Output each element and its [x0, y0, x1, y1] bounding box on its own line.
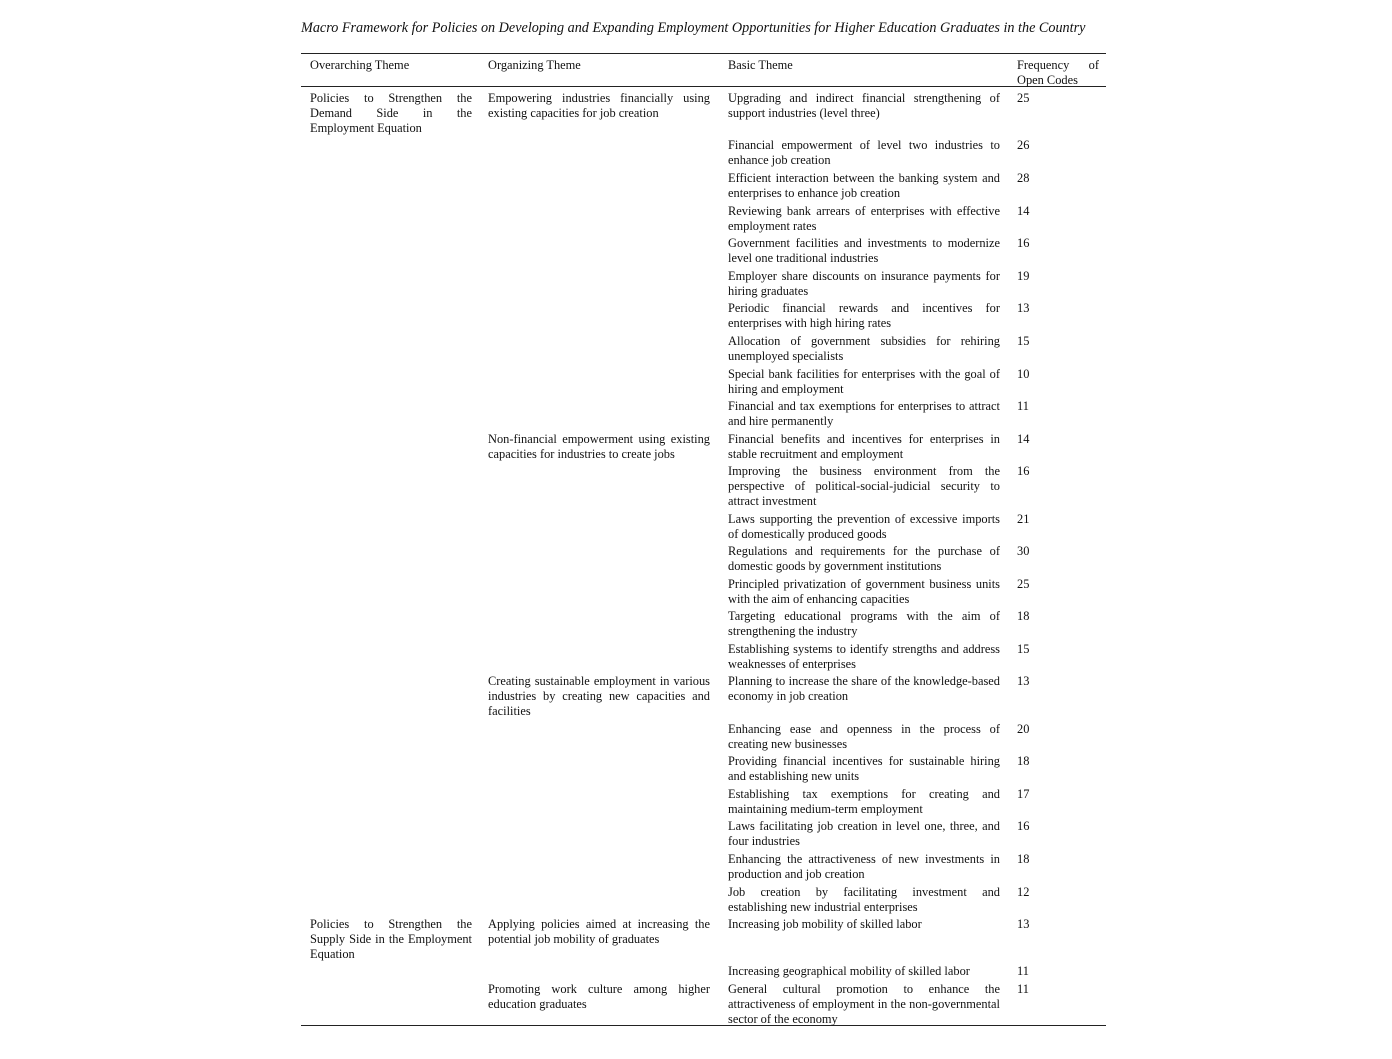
frequency-value: 15: [1017, 642, 1030, 656]
basic-theme: Enhancing ease and openness in the process of creating new businesses: [728, 722, 1000, 751]
frequency-value: 14: [1017, 432, 1030, 446]
organizing-theme-work-culture: Promoting work culture among higher education graduates: [488, 982, 710, 1011]
basic-theme: Reviewing bank arrears of enterprises with effective employment rates: [728, 204, 1000, 233]
basic-theme: Financial empowerment of level two industries to enhance job creation: [728, 138, 1000, 167]
overarching-theme-supply: Policies to Strengthen the Supply Side in the Employment Equation: [310, 917, 472, 961]
frequency-value: 16: [1017, 464, 1030, 478]
basic-theme: Establishing tax exemptions for creating and maintaining medium-term employment: [728, 787, 1000, 816]
frequency-value: 30: [1017, 544, 1030, 558]
frequency-value: 11: [1017, 982, 1029, 996]
basic-theme: Upgrading and indirect financial strengthening of support industries (level three): [728, 91, 1000, 120]
organizing-theme-financial: Empowering industries financially using existing capacities for job creation: [488, 91, 710, 120]
policy-table: [301, 53, 1106, 1026]
basic-theme: Laws facilitating job creation in level one, three, and four industries: [728, 819, 1000, 848]
basic-theme: Job creation by facilitating investment and establishing new industrial enterprises: [728, 885, 1000, 914]
basic-theme: Principled privatization of government business units with the aim of enhancing capacities: [728, 577, 1000, 606]
frequency-value: 14: [1017, 204, 1030, 218]
frequency-value: 18: [1017, 609, 1030, 623]
basic-theme: Targeting educational programs with the aim of strengthening the industry: [728, 609, 1000, 638]
basic-theme: Financial and tax exemptions for enterprises to attract and hire permanently: [728, 399, 1000, 428]
basic-theme: Government facilities and investments to modernize level one traditional industries: [728, 236, 1000, 265]
frequency-value: 10: [1017, 367, 1030, 381]
overarching-theme-demand: Policies to Strengthen the Demand Side in the Employment Equation: [310, 91, 472, 135]
basic-theme: Planning to increase the share of the knowledge-based economy in job creation: [728, 674, 1000, 703]
header-frequency: Frequency of Open Codes: [1017, 58, 1099, 87]
frequency-value: 25: [1017, 91, 1030, 105]
frequency-value: 13: [1017, 917, 1030, 931]
header-organizing-theme: Organizing Theme: [488, 58, 581, 72]
basic-theme: General cultural promotion to enhance the attractiveness of employment in the non-governmental sector of the economy: [728, 982, 1000, 1026]
basic-theme: Financial benefits and incentives for enterprises in stable recruitment and employment: [728, 432, 1000, 461]
basic-theme: Improving the business environment from the perspective of political-social-judicial security to attract investment: [728, 464, 1000, 508]
basic-theme: Efficient interaction between the banking system and enterprises to enhance job creation: [728, 171, 1000, 200]
frequency-value: 13: [1017, 674, 1030, 688]
frequency-value: 28: [1017, 171, 1030, 185]
basic-theme: Establishing systems to identify strengths and address weaknesses of enterprises: [728, 642, 1000, 671]
organizing-theme-mobility: Applying policies aimed at increasing the potential job mobility of graduates: [488, 917, 710, 946]
basic-theme: Regulations and requirements for the purchase of domestic goods by government institutions: [728, 544, 1000, 573]
frequency-value: 20: [1017, 722, 1030, 736]
frequency-value: 11: [1017, 964, 1029, 978]
frequency-value: 18: [1017, 754, 1030, 768]
header-overarching-theme: Overarching Theme: [310, 58, 410, 72]
organizing-theme-sustainable: Creating sustainable employment in various industries by creating new capacities and facilities: [488, 674, 710, 718]
basic-theme: Laws supporting the prevention of excessive imports of domestically produced goods: [728, 512, 1000, 541]
table-header-row: [301, 54, 1106, 87]
frequency-value: 15: [1017, 334, 1030, 348]
frequency-value: 12: [1017, 885, 1030, 899]
basic-theme: Increasing geographical mobility of skilled labor: [728, 964, 970, 978]
frequency-value: 21: [1017, 512, 1030, 526]
basic-theme: Enhancing the attractiveness of new investments in production and job creation: [728, 852, 1000, 881]
basic-theme: Increasing job mobility of skilled labor: [728, 917, 922, 931]
frequency-value: 13: [1017, 301, 1030, 315]
frequency-value: 26: [1017, 138, 1030, 152]
frequency-value: 11: [1017, 399, 1029, 413]
header-basic-theme: Basic Theme: [728, 58, 793, 72]
frequency-value: 19: [1017, 269, 1030, 283]
frequency-value: 17: [1017, 787, 1030, 801]
frequency-value: 16: [1017, 819, 1030, 833]
frequency-value: 25: [1017, 577, 1030, 591]
frequency-value: 16: [1017, 236, 1030, 250]
organizing-theme-non-financial: Non-financial empowerment using existing capacities for industries to create jobs: [488, 432, 710, 461]
basic-theme: Special bank facilities for enterprises with the goal of hiring and employment: [728, 367, 1000, 396]
basic-theme: Providing financial incentives for sustainable hiring and establishing new units: [728, 754, 1000, 783]
basic-theme: Allocation of government subsidies for rehiring unemployed specialists: [728, 334, 1000, 363]
table-caption: Macro Framework for Policies on Developing and Expanding Employment Opportunities for Higher Education Graduates in the Country: [301, 20, 1086, 36]
frequency-value: 18: [1017, 852, 1030, 866]
basic-theme: Periodic financial rewards and incentives for enterprises with high hiring rates: [728, 301, 1000, 330]
basic-theme: Employer share discounts on insurance payments for hiring graduates: [728, 269, 1000, 298]
